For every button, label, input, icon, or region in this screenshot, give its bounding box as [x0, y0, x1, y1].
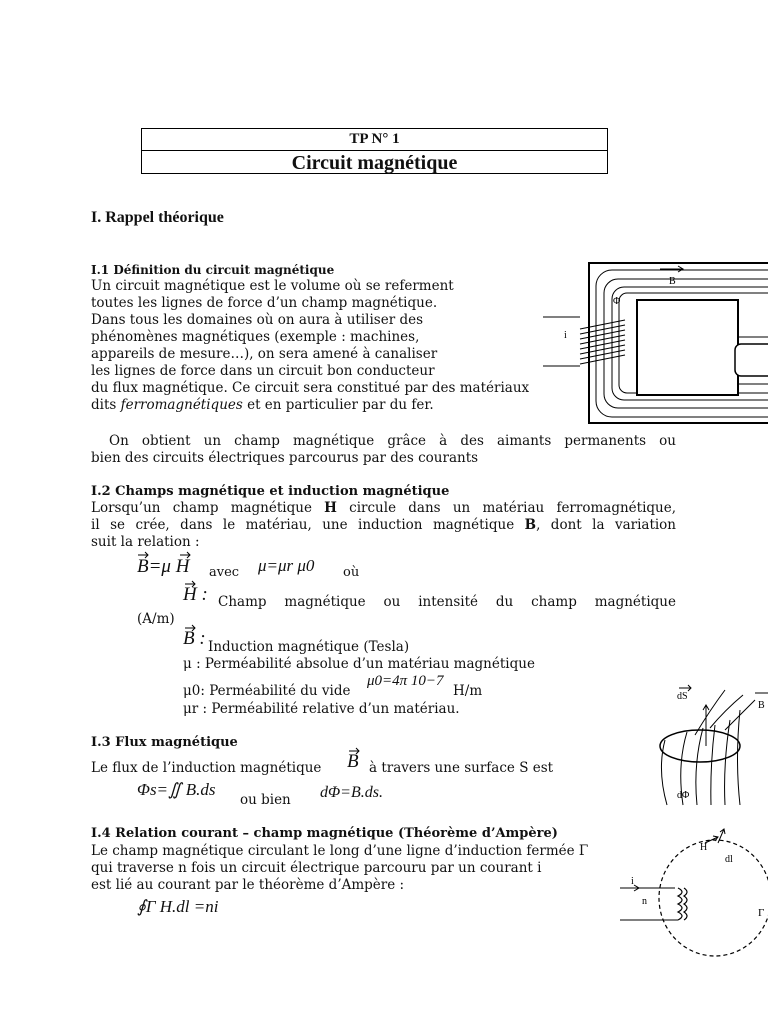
- flux-line-pre: Le flux de l’induction magnétique: [91, 760, 322, 776]
- vector-arrows: [137, 550, 197, 560]
- label-n: n: [642, 896, 647, 907]
- subsection-heading-2: I.2 Champs magnétique et induction magnétique: [91, 484, 450, 499]
- text-line: appareils de mesure…), on sera amené à canaliser: [91, 346, 438, 362]
- label-ds: dS: [677, 691, 688, 702]
- avec-label: avec: [209, 565, 240, 580]
- b-vector-inline: B: [347, 751, 359, 772]
- b-definition: Induction magnétique (Tesla): [208, 639, 410, 655]
- text-line: est lié au courant par le théorème d’Ampère :: [91, 877, 405, 893]
- label-h: H: [700, 842, 708, 853]
- flux-equation: Φs=∬ B.ds: [137, 780, 216, 799]
- mur-definition: μr : Perméabilité relative d’un matériau.: [183, 701, 460, 717]
- text-line: On obtient un champ magnétique grâce à des aimants permanents ou: [109, 433, 676, 449]
- subsection-heading-1: I.1 Définition du circuit magnétique: [91, 263, 335, 277]
- vector-arrow: [184, 623, 198, 633]
- mu-definition: μ : Perméabilité absolue d’un matériau magnétique: [183, 656, 535, 672]
- magnetic-circuit-figure: [564, 262, 768, 424]
- ampere-loop-figure: [620, 828, 768, 958]
- text-line: du flux magnétique. Ce circuit sera constitué par des matériaux: [91, 380, 530, 396]
- h-symbol: H :: [183, 584, 208, 605]
- text-line: il se crée, dans le matériau, une induction magnétique B, dont la variation: [91, 517, 677, 533]
- mu0-definition: μ0: Perméabilité du vide: [183, 683, 351, 699]
- flux-line-post: à travers une surface S est: [369, 760, 554, 776]
- text-line: dits ferromagnétiques et en particulier par du fer.: [91, 397, 434, 413]
- label-dphi: dΦ: [677, 790, 690, 801]
- subsection-heading-3: I.3 Flux magnétique: [91, 735, 238, 750]
- label-i: i: [564, 330, 567, 341]
- induction-paragraph: [91, 500, 676, 551]
- mu0-unit: H/m: [453, 683, 483, 699]
- definition-paragraph: [91, 278, 591, 414]
- text-line: phénomènes magnétiques (exemple : machines,: [91, 329, 420, 345]
- text-line: Un circuit magnétique est le volume où se referment: [91, 278, 454, 294]
- text-line: Le champ magnétique circulant le long d’une ligne d’induction fermée Γ: [91, 843, 589, 859]
- paragraph-sources: [91, 433, 676, 467]
- flux-surface-figure: [655, 680, 768, 810]
- text-line: Dans tous les domaines où on aura à utiliser des: [91, 312, 424, 328]
- text-line: bien des circuits électriques parcourus par des courants: [91, 450, 479, 466]
- h-unit: (A/m): [137, 611, 175, 627]
- b-symbol: B :: [183, 628, 206, 649]
- text-line: Lorsqu’un champ magnétique H circule dans un matériau ferromagnétique,: [91, 500, 677, 516]
- vector-arrow: [348, 746, 362, 756]
- ou-label: où: [343, 565, 360, 580]
- label-b: B: [758, 700, 765, 711]
- text-line: suit la relation :: [91, 534, 200, 550]
- dflux-equation: dΦ=B.ds.: [320, 784, 383, 801]
- vector-arrow: [184, 579, 198, 589]
- text-line: les lignes de force dans un circuit bon conducteur: [91, 363, 435, 379]
- ou-bien-label: ou bien: [240, 792, 291, 808]
- page-title: Circuit magnétique: [291, 152, 458, 174]
- ampere-paragraph: [91, 843, 588, 894]
- label-phi: Φ: [613, 296, 621, 307]
- title-box: [141, 128, 608, 174]
- equation-b-mu-h: B=μ H: [137, 556, 190, 577]
- ampere-equation: ∮Γ H.dl =ni: [137, 897, 219, 916]
- label-b: B: [669, 276, 676, 287]
- h-definition: Champ magnétique ou intensité du champ magnétique: [218, 594, 676, 610]
- text-line: qui traverse n fois un circuit électrique parcouru par un courant i: [91, 860, 542, 876]
- tp-number: TP N° 1: [142, 129, 607, 151]
- mu0-equation: μ0=4π 10−7: [367, 673, 444, 689]
- label-gamma: Γ: [758, 907, 765, 919]
- section-heading: I. Rappel théorique: [91, 209, 224, 226]
- text-line: toutes les lignes de force d’un champ magnétique.: [91, 295, 438, 311]
- label-dl: dl: [725, 854, 733, 865]
- subsection-heading-4: I.4 Relation courant – champ magnétique (Théorème d’Ampère): [91, 826, 558, 841]
- equation-mu: μ=μr μ0: [258, 556, 315, 575]
- label-i: i: [631, 876, 634, 887]
